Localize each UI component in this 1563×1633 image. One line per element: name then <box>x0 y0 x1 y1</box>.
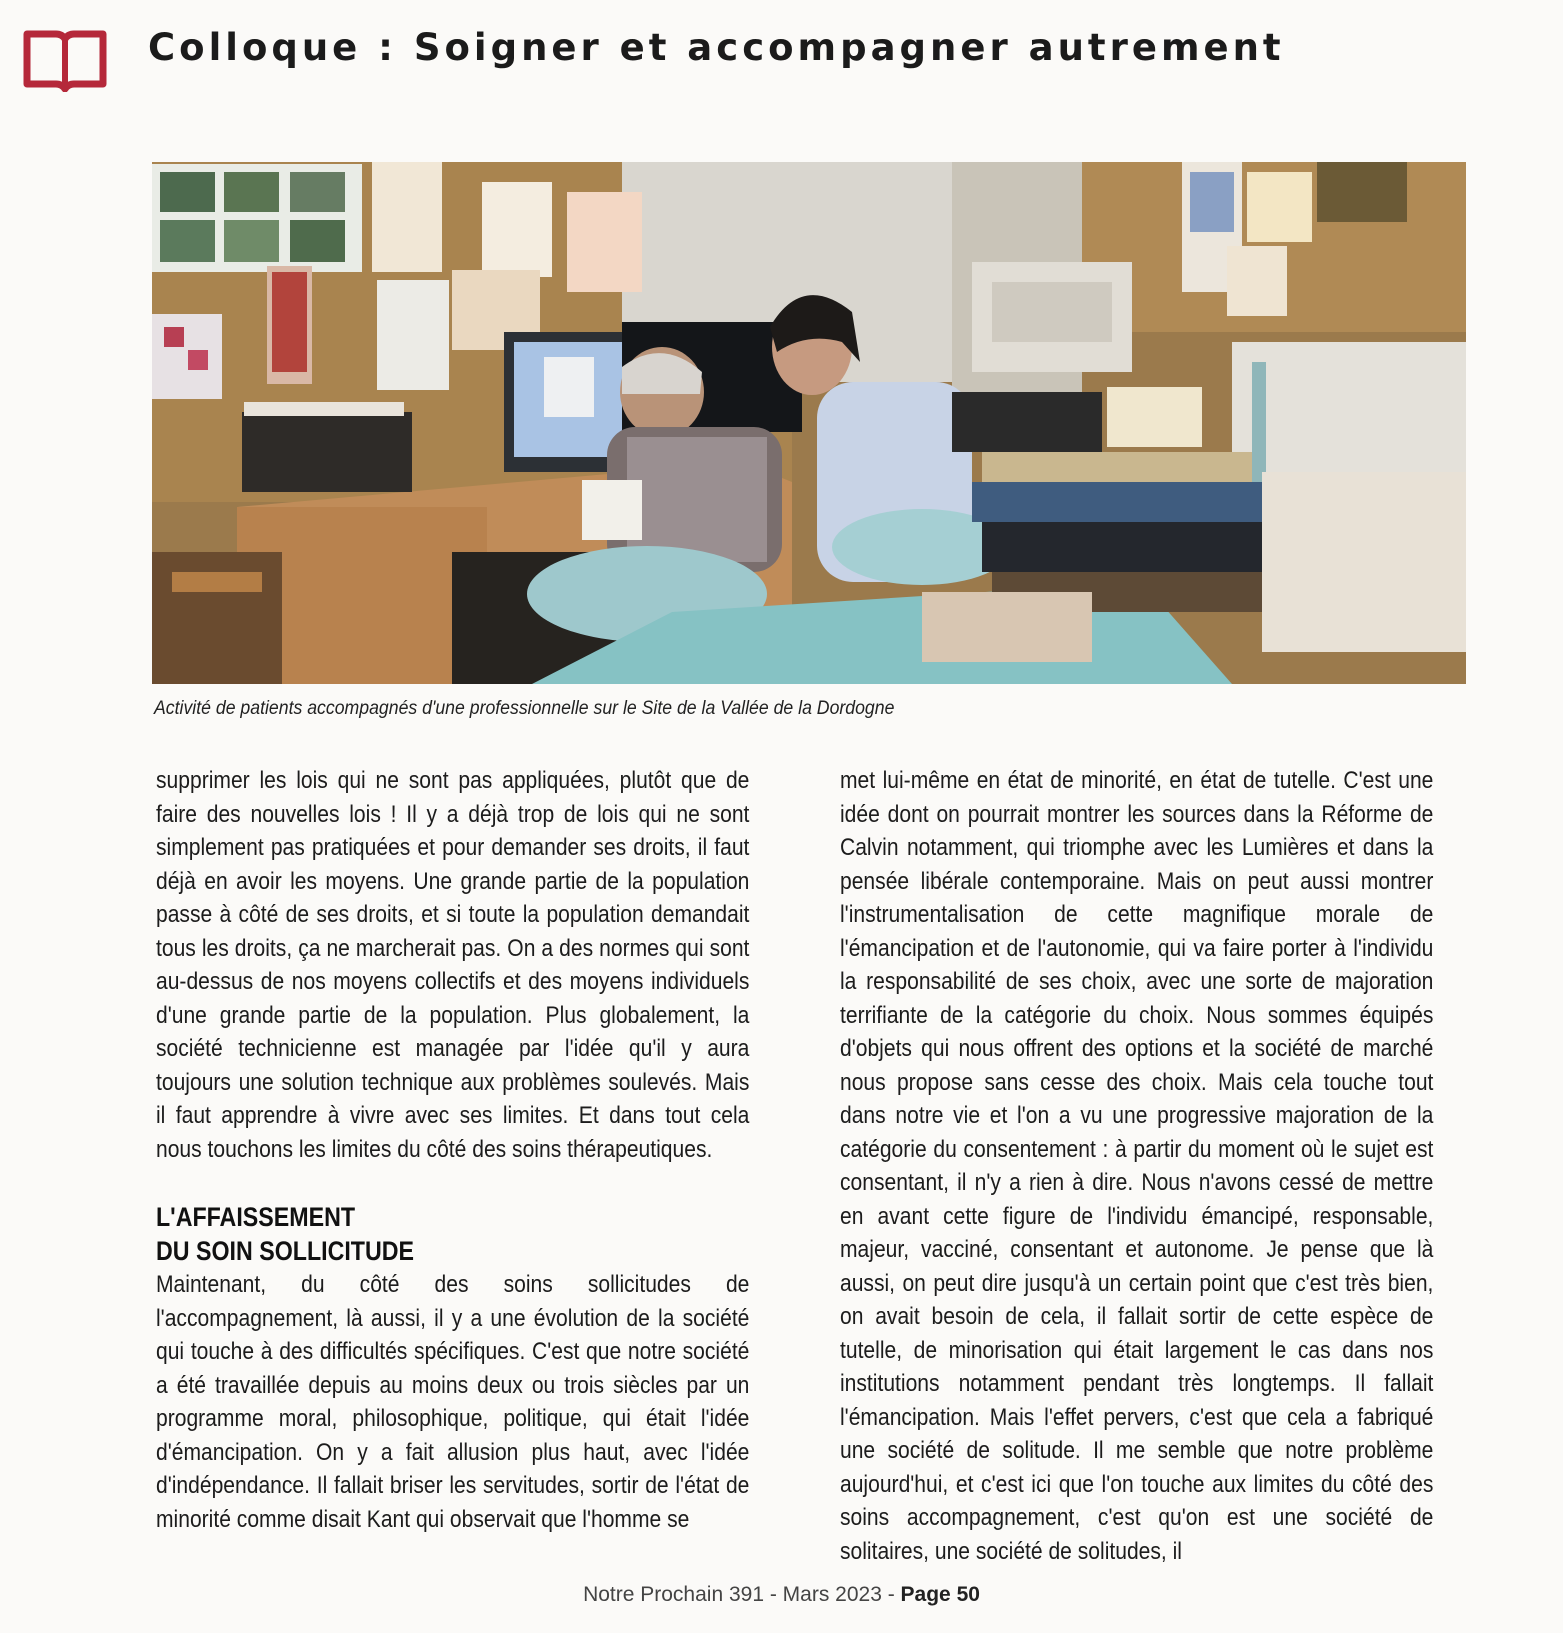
publication-info: Notre Prochain 391 - Mars 2023 - <box>583 1583 901 1606</box>
page-footer <box>0 1583 1563 1607</box>
article-column-right <box>840 764 1433 1568</box>
paragraph-continued: met lui-même en état de minorité, en état de tutelle. C'est une idée dont on pourrait montrer les sources dans la Réforme de Calvin notamment, qui triomphe avec les Lumières et dans la pensée libérale contemporaine. Mais on peut aussi montrer l'instrumentalisation de cette magnifique morale de l'émancipation et de l'autonomie, qui va faire porter à l'individu la responsabilité de ses choix, avec une sorte de majoration terrifiante de la catégorie du choix. Nous sommes équipés d'objets qui nous offrent des options et la société de marché nous propose sans cesse des choix. Mais cela touche tout dans notre vie et l'on a vu une progressive majoration de la catégorie du consentement : à partir du moment où le sujet est consentant, il n'y a rien à dire. Nous n'avons cessé de mettre en avant cette figure de l'individu émancipé, responsable, majeur, vacciné, consentant et autonome. Je pense que là aussi, on peut dire jusqu'à un certain point que c'est très bien, on avait besoin de cela, il fallait sortir de cette espèce de tutelle, de minorisation qui était largement le cas dans nos institutions notamment pendant très longtemps. Il fallait l'émancipation. Mais l'effet pervers, c'est que cela a fabriqué une société de solitude. Il me semble que notre problème aujourd'hui, et c'est ici que l'on touche aux limites du côté des soins accompagnement, c'est qu'on est une société de solitaires, une société de solitudes, il <box>840 767 1434 1565</box>
section-heading-line-2: DU SOIN SOLLICITUDE <box>156 1236 415 1266</box>
page-title: Colloque : Soigner et accompagner autrement <box>148 26 1285 69</box>
paragraph-section: Maintenant, du côté des soins sollicitudes de l'accompagnement, là aussi, il y a une évolution de la société qui touche à des difficultés spécifiques. C'est que notre société a été travaillée depuis au moins deux ou trois siècles par un programme moral, philosophique, politique, qui était l'idée d'émancipation. On y a fait allusion plus haut, avec l'idée d'indépendance. Il fallait briser les servitudes, sortir de l'état de minorité comme disait Kant qui observait que l'homme se <box>156 1271 750 1533</box>
photo-caption: Activité de patients accompagnés d'une professionnelle sur le Site de la Vallée de la Dordogne <box>154 698 895 719</box>
section-heading <box>156 1200 749 1268</box>
article-photo <box>152 162 1466 684</box>
page-number: Page 50 <box>900 1583 980 1606</box>
section-heading-line-1: L'AFFAISSEMENT <box>156 1202 356 1232</box>
paragraph-intro: supprimer les lois qui ne sont pas appliquées, plutôt que de faire des nouvelles lois ! Il y a déjà trop de lois qui ne sont simplement pas pratiquées et pour demander ses droits, il faut déjà en avoir les moyens. Une grande partie de la population passe à côté de ses droits, et si toute la population demandait tous les droits, ça ne marcherait pas. On a des normes qui sont au-dessus de nos moyens collectifs et des moyens individuels d'une grande partie de la population. Plus globalement, la société technicienne est managée par l'idée qu'il y aura toujours une solution technique aux problèmes soulevés. Mais il faut apprendre à vivre avec ses limites. Et dans tout cela nous touchons les limites du côté des soins thérapeutiques. <box>156 767 750 1163</box>
article-column-left <box>156 764 749 1536</box>
book-icon <box>22 26 108 92</box>
